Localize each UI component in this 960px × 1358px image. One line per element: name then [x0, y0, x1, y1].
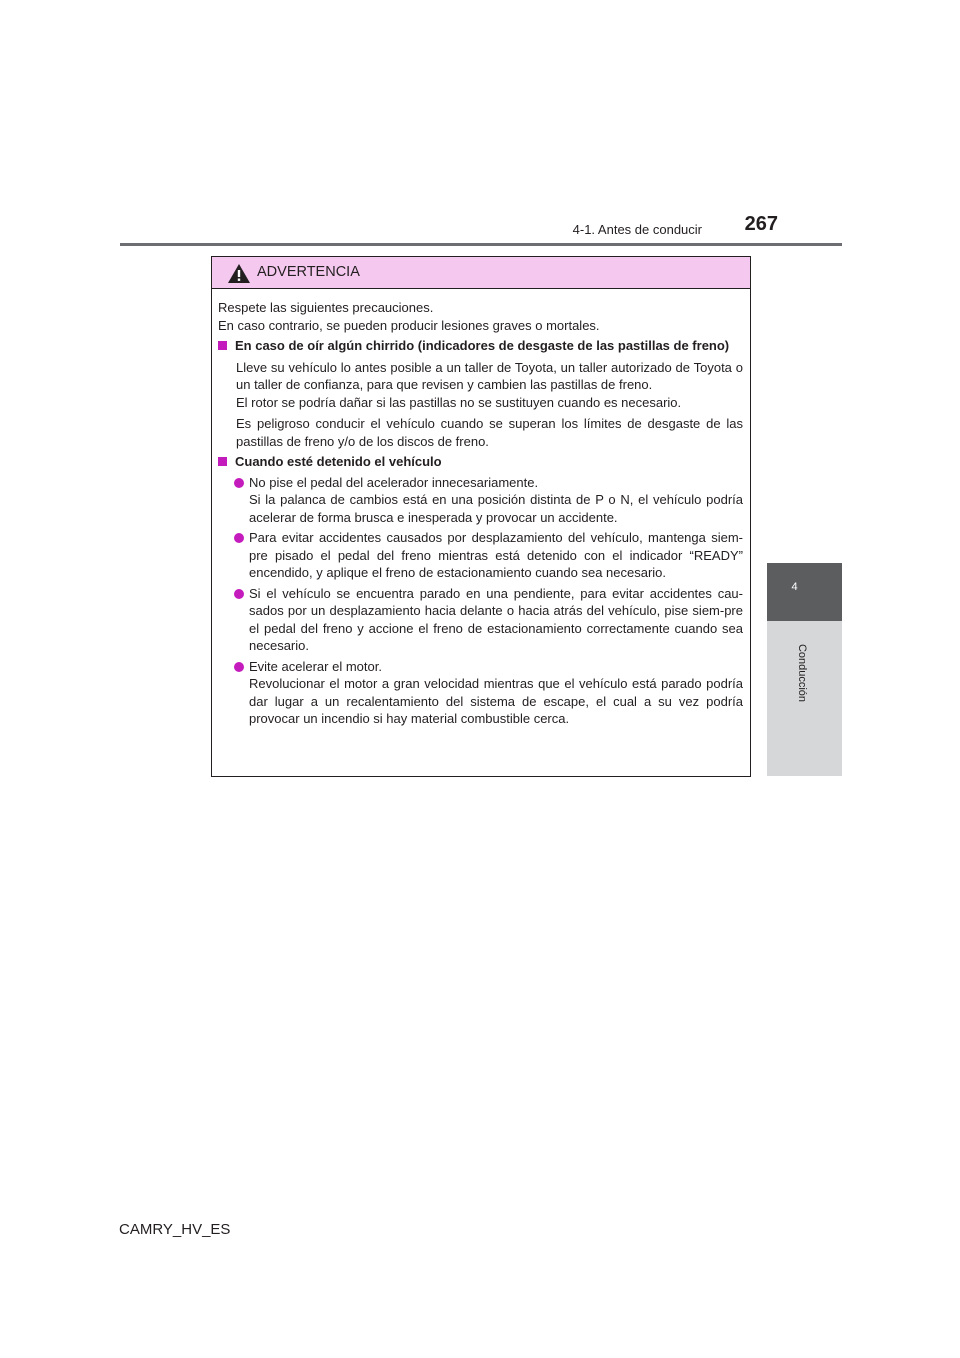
list-item-line: Revolucionar el motor a gran velocidad mientras que el vehículo está parado podría dar lugar a un recalentamiento del sistema de escape, el cual a su vez podría provocar un incendio si hay material combustible cerca. [249, 676, 743, 726]
chapter-number: 4 [791, 581, 798, 593]
list-item-line: Evite acelerar el motor. [249, 658, 382, 674]
square-bullet-icon [218, 457, 227, 466]
list-item [218, 474, 743, 527]
page-number: 267 [744, 213, 778, 235]
section-heading-text: Cuando esté detenido el vehículo [235, 454, 442, 469]
paragraph [218, 359, 743, 412]
paragraph [218, 415, 743, 450]
list-item-line: No pise el pedal del acelerador innecesariamente. [249, 474, 539, 490]
intro-line: En caso contrario, se pueden producir lesiones graves o mortales. [218, 317, 600, 333]
chapter-tab [767, 563, 842, 621]
list-item [218, 585, 743, 655]
list-item-line: Si la palanca de cambios está en una posición distinta de P o N, el vehículo podría acelerar de forma brusca e inesperada y provocar un accidente. [249, 492, 743, 525]
paragraph-line: Es peligroso conducir el vehículo cuando se superan los límites de desgaste de las pastillas de freno y/o de los discos de freno. [236, 416, 743, 449]
section-heading [218, 337, 743, 355]
warning-triangle-icon [227, 263, 251, 284]
chapter-label: Conducción [796, 643, 808, 703]
section-title: 4-1. Antes de conducir [572, 222, 702, 237]
round-bullet-icon [234, 662, 244, 672]
section-heading-text: En caso de oír algún chirrido (indicadores de desgaste de las pastillas de freno) [235, 338, 730, 353]
square-bullet-icon [218, 341, 227, 350]
warning-header [212, 257, 750, 289]
round-bullet-icon [234, 589, 244, 599]
section-heading [218, 453, 743, 471]
paragraph-line: El rotor se podría dañar si las pastillas no se sustituyen cuando es necesario. [236, 394, 682, 410]
round-bullet-icon [234, 478, 244, 488]
list-item-line: Para evitar accidentes causados por desplazamiento del vehículo, mantenga siem-pre pisado el pedal del freno mientras está detenido con el indicador “READY” encendido, y aplique el freno de estacionamiento cuando sea necesario. [249, 530, 743, 580]
document-code: CAMRY_HV_ES [119, 1221, 231, 1238]
round-bullet-icon [234, 533, 244, 543]
header-divider [120, 243, 842, 246]
list-item [218, 658, 743, 728]
list-item-line: Si el vehículo se encuentra parado en una pendiente, para evitar accidentes cau-sados por un desplazamiento hacia delante o hacia atrás del vehículo, pise siem-pre el pedal del freno y accione el freno de estacionamiento correctamente cuando sea necesario. [249, 585, 743, 653]
paragraph-line: Lleve su vehículo lo antes posible a un taller de Toyota, un taller autorizado de Toyota o un taller de confianza, para que revisen y cambien las pastillas de freno. [236, 359, 743, 392]
warning-box [211, 256, 751, 777]
list-item [218, 529, 743, 582]
warning-body [212, 289, 750, 728]
warning-title: ADVERTENCIA [257, 264, 360, 280]
intro-line: Respete las siguientes precauciones. [218, 300, 434, 315]
